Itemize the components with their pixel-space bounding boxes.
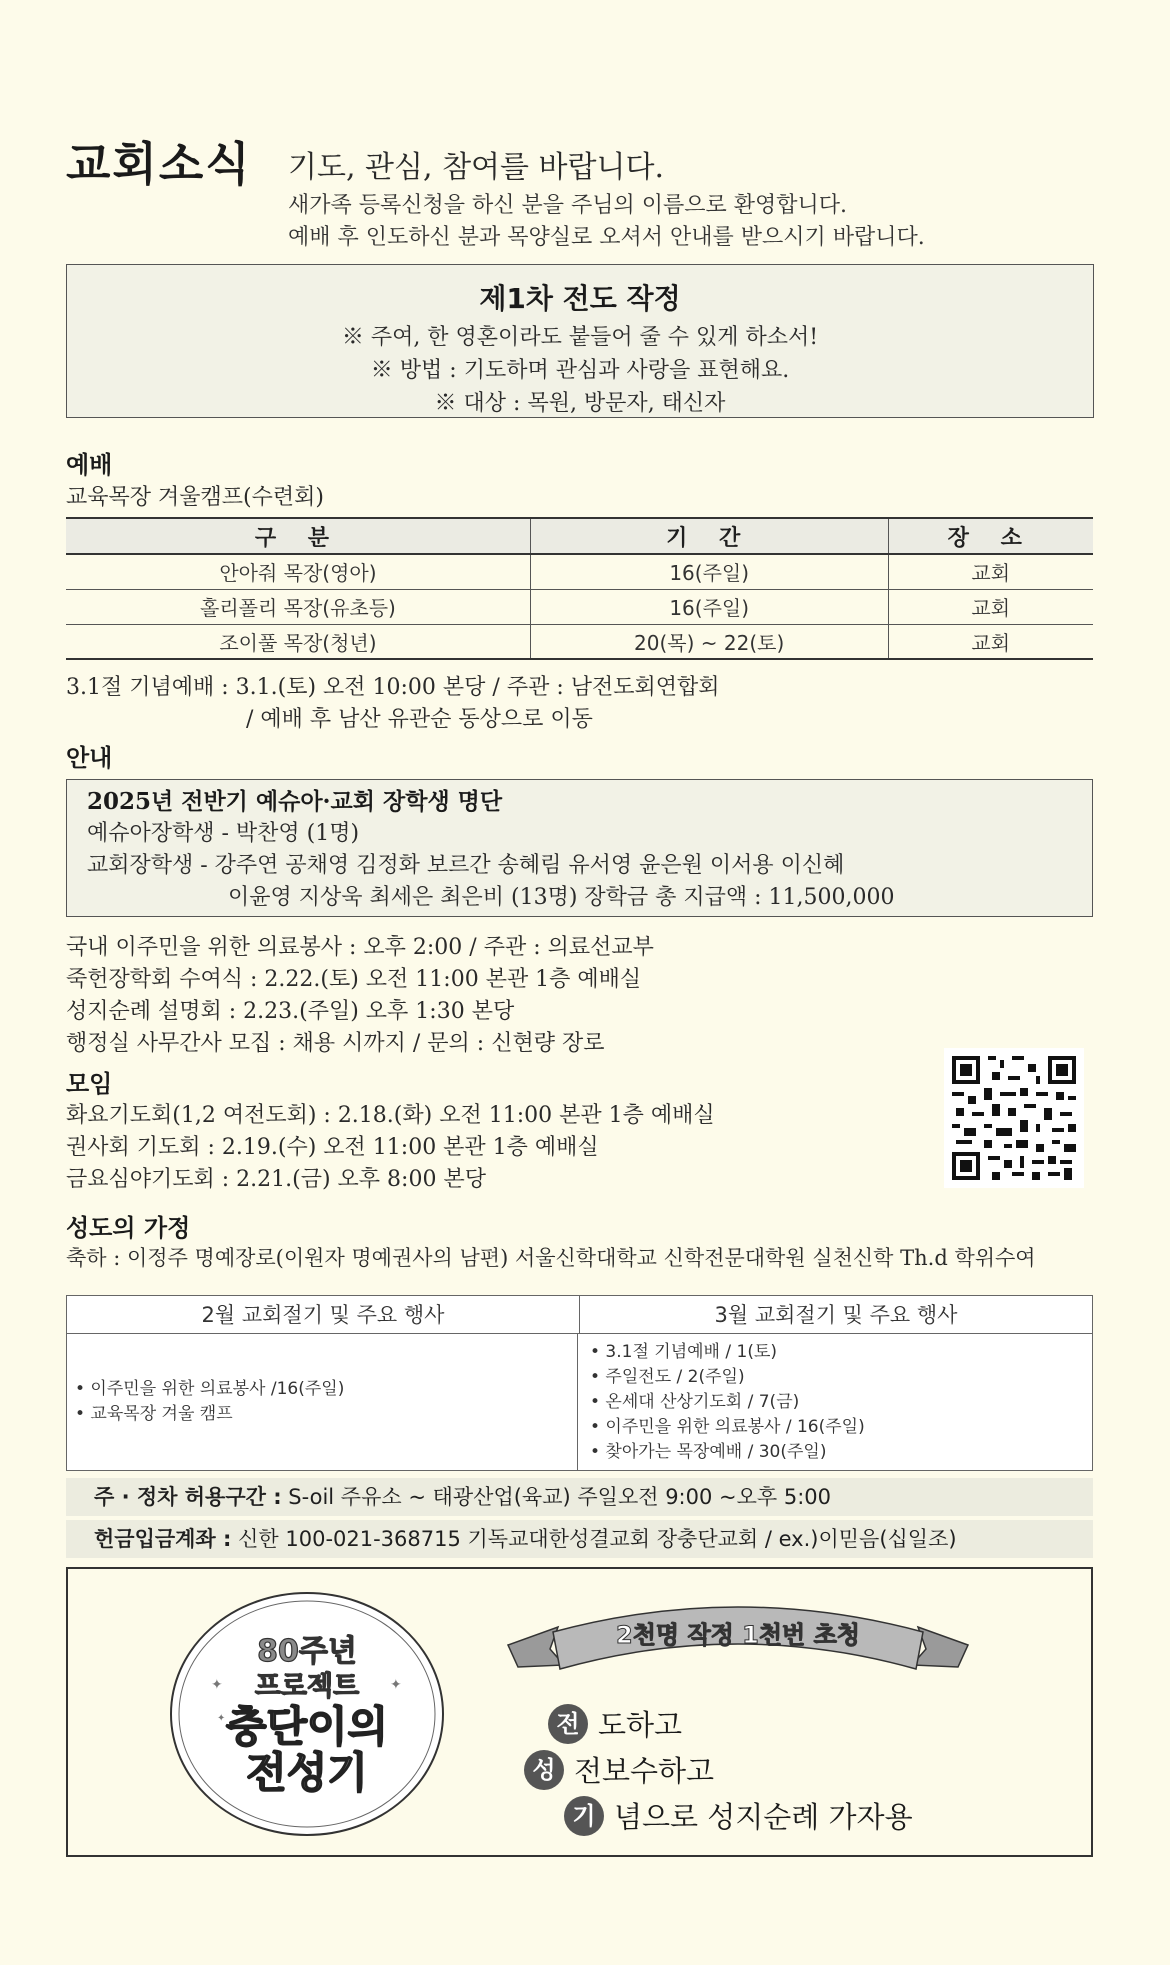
table-row: [66, 624, 1093, 659]
camp-table: [66, 517, 1093, 660]
header-slogan: 기도, 관심, 참여를 바랍니다.: [288, 150, 664, 185]
ribbon-banner: [498, 1587, 978, 1707]
scholarship-title: 2025년 전반기 예슈아·교회 장학생 명단: [87, 788, 503, 815]
motto-line: [564, 1795, 913, 1836]
motto-line: [524, 1749, 714, 1790]
scholarship-line: 교회장학생 - 강주연 공채영 김정화 보르간 송혜림 유서영 윤은원 이서용 이신혜: [87, 853, 845, 878]
table-header-row: [66, 518, 1093, 554]
table-cell: 홀리폴리 목장(유초등): [66, 589, 530, 624]
evangelism-line: ※ 대상 : 목원, 방문자, 태신자: [434, 391, 726, 416]
account-value: 신한 100-021-368715 기독교대한성결교회 장충단교회 / ex.)이믿음(십일조): [231, 1527, 957, 1551]
section-title-family: 성도의 가정: [66, 1214, 191, 1242]
table-row: [66, 589, 1093, 624]
section-title-meeting: 모임: [66, 1070, 113, 1098]
table-cell: 교회: [888, 624, 1093, 659]
event-item: • 찾아가는 목장예배 / 30(주일): [590, 1441, 827, 1462]
notice-item: 죽헌장학회 수여식 : 2.22.(토) 오전 11:00 본관 1층 예배실: [66, 967, 642, 992]
svg-text:✦: ✦: [217, 1713, 226, 1724]
column-header: 구 분: [66, 518, 530, 554]
header-guide-line: 예배 후 인도하신 분과 목양실로 오셔서 안내를 받으시기 바랍니다.: [288, 225, 925, 250]
table-cell: 교회: [888, 554, 1093, 589]
events-table: [66, 1295, 1093, 1471]
motto-text: 전보수하고: [574, 1754, 715, 1788]
event-item: • 이주민을 위한 의료봉사 / 16(주일): [590, 1416, 865, 1437]
evangelism-box: [66, 264, 1094, 418]
camp-title: 교육목장 겨울캠프(수련회): [66, 485, 324, 510]
parking-label: 주 · 정차 허용구간 :: [94, 1485, 282, 1509]
section-title-notice: 안내: [66, 744, 113, 772]
section-title-worship: 예배: [66, 451, 113, 479]
events-mar-header: 3월 교회절기 및 주요 행사: [579, 1296, 1092, 1333]
notice-item: 행정실 사무간사 모집 : 채용 시까지 / 문의 : 신현량 장로: [66, 1031, 605, 1056]
parking-value: S-oil 주유소 ~ 태광산업(육교) 주일오전 9:00 ~오후 5:00: [281, 1485, 832, 1509]
meeting-item: 권사회 기도회 : 2.19.(수) 오전 11:00 본관 1층 예배실: [66, 1135, 599, 1160]
account-info-bar: [66, 1520, 1093, 1558]
events-feb-header: 2월 교회절기 및 주요 행사: [201, 1303, 445, 1327]
column-header: 기 간: [530, 518, 888, 554]
column-header: 장 소: [888, 518, 1093, 554]
evangelism-line: ※ 주여, 한 영혼이라도 붙들어 줄 수 있게 하소서!: [341, 325, 819, 350]
notice-item: 국내 이주민을 위한 의료봉사 : 오후 2:00 / 주관 : 의료선교부: [66, 935, 654, 960]
anniversary-banner: [66, 1567, 1093, 1857]
page-title: 교회소식: [66, 137, 252, 191]
evangelism-title: 제1차 전도 작정: [479, 282, 681, 315]
table-row: [66, 554, 1093, 589]
event-item: • 온세대 산상기도회 / 7(금): [590, 1391, 800, 1412]
svg-text:✦: ✦: [390, 1677, 402, 1693]
motto-text: 념으로 성지순례 가자용: [614, 1800, 913, 1834]
scholarship-line: 예슈아장학생 - 박찬영 (1명): [87, 821, 360, 846]
table-cell: 20(목) ~ 22(토): [530, 624, 888, 659]
badge-line-1: 80주년: [257, 1634, 357, 1669]
events-feb-column: [67, 1334, 577, 1470]
table-cell: 안아줘 목장(영아): [66, 554, 530, 589]
scholarship-line: 이윤영 지상욱 최세은 최은비 (13명) 장학금 총 지급액 : 11,500,000: [228, 885, 895, 910]
motto-line: [548, 1703, 682, 1744]
header-welcome-line: 새가족 등록신청을 하신 분을 주님의 이름으로 환영합니다.: [288, 193, 848, 218]
badge-line-3: 충단이의: [225, 1702, 389, 1751]
motto-text: 도하고: [598, 1708, 683, 1742]
meeting-item: 화요기도회(1,2 여전도회) : 2.18.(화) 오전 11:00 본관 1층 예배실: [66, 1103, 715, 1128]
svg-text:✦: ✦: [211, 1677, 223, 1693]
table-cell: 16(주일): [530, 589, 888, 624]
motto-letter-badge: 성: [524, 1750, 564, 1790]
badge-line-2: 프로젝트: [254, 1671, 360, 1702]
table-cell: 16(주일): [530, 554, 888, 589]
motto-letter-badge: 기: [564, 1796, 604, 1836]
event-item: • 이주민을 위한 의료봉사 /16(주일): [75, 1379, 345, 1399]
event-item: • 주일전도 / 2(주일): [590, 1366, 745, 1387]
qr-code[interactable]: [944, 1048, 1084, 1188]
scholarship-box: [66, 779, 1093, 917]
ribbon-text: 2천명 작정 1천번 초청: [616, 1621, 860, 1649]
event-item: • 교육목장 겨울 캠프: [75, 1404, 233, 1424]
anniversary-badge: [168, 1591, 446, 1837]
account-label: 헌금입금계좌 :: [94, 1527, 232, 1551]
badge-line-4: 전성기: [246, 1748, 368, 1797]
notice-item: 성지순례 설명회 : 2.23.(주일) 오후 1:30 본당: [66, 999, 515, 1024]
news-header: [66, 128, 1106, 258]
family-congrats-line: 축하 : 이정주 명예장로(이원자 명예권사의 남편) 서울신학대학교 신학전문대학원 실천신학 Th.d 학위수여: [66, 1246, 1036, 1270]
march1-service-line: 3.1절 기념예배 : 3.1.(토) 오전 10:00 본당 / 주관 : 남전도회연합회: [66, 675, 720, 700]
events-mar-column: [577, 1334, 1092, 1470]
table-cell: 조이풀 목장(청년): [66, 624, 530, 659]
parking-info-bar: [66, 1478, 1093, 1516]
meeting-item: 금요심야기도회 : 2.21.(금) 오후 8:00 본당: [66, 1167, 486, 1192]
evangelism-line: ※ 방법 : 기도하며 관심과 사랑을 표현해요.: [370, 358, 790, 383]
table-cell: 교회: [888, 589, 1093, 624]
motto-letter-badge: 전: [548, 1704, 588, 1744]
event-item: • 3.1절 기념예배 / 1(토): [590, 1341, 778, 1362]
march1-service-line-2: / 예배 후 남산 유관순 동상으로 이동: [246, 707, 593, 732]
